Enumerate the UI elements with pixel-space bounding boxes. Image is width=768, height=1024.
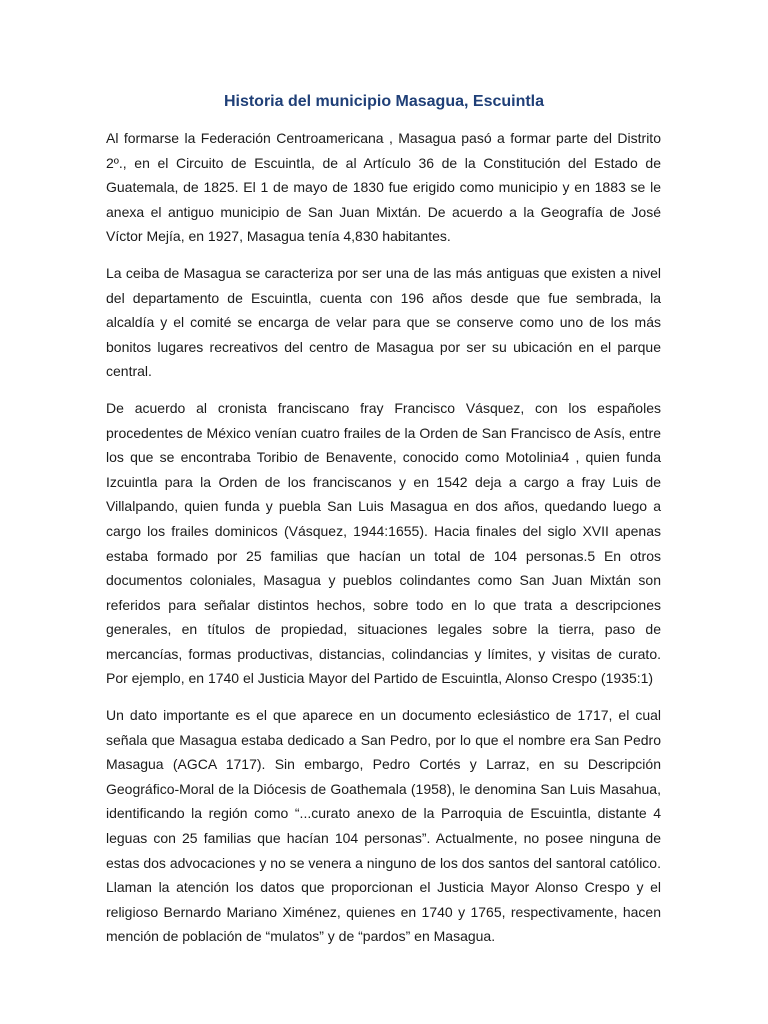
paragraph-1: Al formarse la Federación Centroamericana , Masagua pasó a formar parte del Distrito 2º., en el Circuito de Escuintla, de al Artículo 36 de la Constitución del Estado de Guatemala, de 1825. El 1 de mayo de 1830 fue erigido como municipio y en 1883 se le anexa el antiguo municipio de San Juan Mixtán. De acuerdo a la Geografía de José Víctor Mejía, en 1927, Masagua tenía 4,830 habitantes.	[106, 130, 661, 245]
document-body	[106, 126, 661, 961]
paragraph-4: Un dato importante es el que aparece en un documento eclesiástico de 1717, el cual señala que Masagua estaba dedicado a San Pedro, por lo que el nombre era San Pedro Masagua (AGCA 1717). Sin embargo, Pedro Cortés y Larraz, en su Descripción Geográfico-Moral de la Diócesis de Goathemala (1958), le denomina San Luis Masahua, identificando la región como “...curato anexo de la Parroquia de Escuintla, distante 4 leguas con 25 familias que hacían 104 personas”. Actualmente, no posee ninguna de estas dos advocaciones y no se venera a ninguno de los dos santos del santoral católico. Llaman la atención los datos que proporcionan el Justicia Mayor Alonso Crespo y el religioso Bernardo Mariano Ximénez, quienes en 1740 y 1765, respectivamente, hacen mención de población de “mulatos” y de “pardos” en Masagua.	[106, 707, 661, 945]
paragraph-2: La ceiba de Masagua se caracteriza por ser una de las más antiguas que existen a nivel del departamento de Escuintla, cuenta con 196 años desde que fue sembrada, la alcaldía y el comité se encarga de velar para que se conserve como uno de los más bonitos lugares recreativos del centro de Masagua por ser su ubicación en el parque central.	[106, 264, 661, 380]
page-title: Historia del municipio Masagua, Escuintla	[223, 93, 545, 110]
paragraph-3: De acuerdo al cronista franciscano fray Francisco Vásquez, con los españoles procedentes de México venían cuatro frailes de la Orden de San Francisco de Asís, entre los que se encontraba Toribio de Benavente, conocido como Motolinia4 , quien funda Izcuintla para la Orden de los franciscanos y en 1542 deja a cargo a fray Luis de Villalpando, quien funda y puebla San Luis Masagua en dos años, quedando luego a cargo los frailes dominicos (Vásquez, 1944:1655). Hacia finales del siglo XVII apenas estaba formado por 25 familias que hacían un total de 104 personas.5 En otros documentos coloniales, Masagua y pueblos colindantes como San Juan Mixtán son referidos para señalar distintos hechos, sobre todo en lo que trata a descripciones generales, en títulos de propiedad, situaciones legales sobre la tierra, paso de mercancías, formas productivas, distancias, colindancias y límites, y visitas de curato. Por ejemplo, en 1740 el Justicia Mayor del Partido de Escuintla, Alonso Crespo (1935:1)	[106, 399, 661, 687]
